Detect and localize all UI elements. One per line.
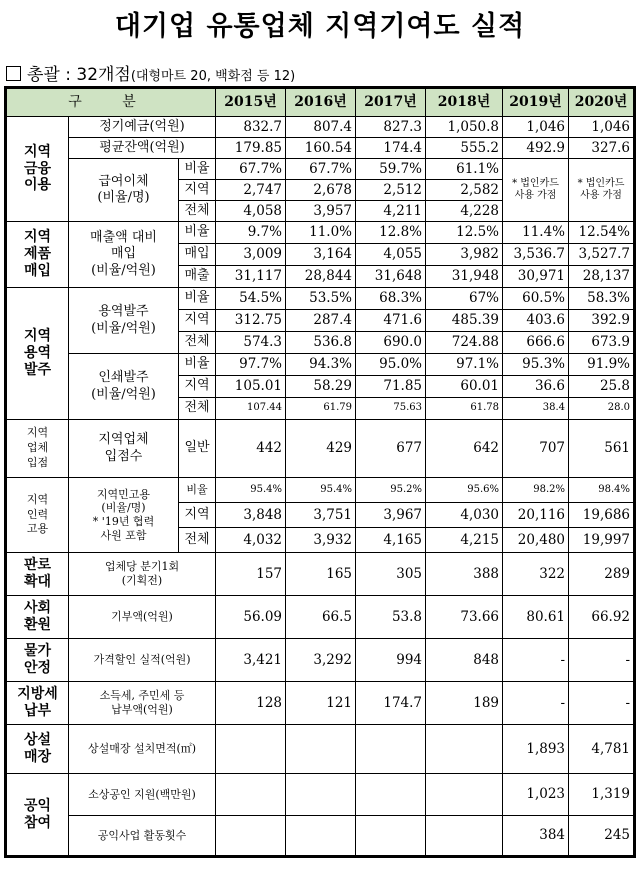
value-cell: 12.8% xyxy=(356,222,426,244)
value-cell: 642 xyxy=(426,420,503,478)
value-cell: 75.63 xyxy=(356,398,426,420)
value-cell: 95.6% xyxy=(426,478,503,503)
value-cell: 3,527.7 xyxy=(569,244,634,266)
value-cell: 4,030 xyxy=(426,503,503,528)
sub-label: 비율 xyxy=(179,222,216,244)
value-cell: 724.88 xyxy=(426,332,503,354)
checkbox-icon xyxy=(6,66,21,81)
value-cell: 68.3% xyxy=(356,288,426,310)
value-cell: 36.6 xyxy=(503,376,569,398)
value-cell: 59.7% xyxy=(356,159,426,180)
item-balance: 평균잔액(억원) xyxy=(69,138,216,159)
value-cell: 11.0% xyxy=(286,222,356,244)
table-row xyxy=(7,816,634,856)
category-services: 지역 용역 발주 xyxy=(7,288,69,420)
value-cell: 189 xyxy=(426,682,503,725)
value-cell: 28.0 xyxy=(569,398,634,420)
value-cell: 3,164 xyxy=(286,244,356,266)
value-cell: 561 xyxy=(569,420,634,478)
table-row xyxy=(7,639,634,682)
value-cell: 574.3 xyxy=(216,332,286,354)
value-cell: - xyxy=(569,682,634,725)
value-cell: 128 xyxy=(216,682,286,725)
category-sales: 판로 확대 xyxy=(7,553,69,596)
value-cell: 3,009 xyxy=(216,244,286,266)
header-year: 2019년 xyxy=(503,89,569,117)
value-cell: 2,678 xyxy=(286,180,356,201)
value-cell xyxy=(356,816,426,856)
value-cell: 61.78 xyxy=(426,398,503,420)
value-cell: 160.54 xyxy=(286,138,356,159)
value-cell: 73.66 xyxy=(426,596,503,639)
value-cell xyxy=(356,774,426,816)
value-cell: 97.7% xyxy=(216,354,286,376)
item-tenant-count: 지역업체 입점수 xyxy=(69,420,179,478)
sub-label: 전체 xyxy=(179,398,216,420)
value-cell: 31,948 xyxy=(426,266,503,288)
value-cell: 95.2% xyxy=(356,478,426,503)
sub-label: 비율 xyxy=(179,159,216,180)
value-cell: 12.54% xyxy=(569,222,634,244)
value-cell: 67.7% xyxy=(216,159,286,180)
value-cell: 3,848 xyxy=(216,503,286,528)
summary-line xyxy=(6,60,295,85)
sub-label: 전체 xyxy=(179,528,216,553)
value-cell: 9.7% xyxy=(216,222,286,244)
value-cell: 3,292 xyxy=(286,639,356,682)
value-cell: 4,055 xyxy=(356,244,426,266)
value-cell: 1,319 xyxy=(569,774,634,816)
value-cell: 3,982 xyxy=(426,244,503,266)
sub-label: 비율 xyxy=(179,354,216,376)
value-cell: 666.6 xyxy=(503,332,569,354)
value-cell: 1,046 xyxy=(503,117,569,138)
value-cell: 471.6 xyxy=(356,310,426,332)
value-cell: 2,747 xyxy=(216,180,286,201)
value-cell xyxy=(286,774,356,816)
value-cell: 157 xyxy=(216,553,286,596)
value-cell xyxy=(426,816,503,856)
category-tenant: 지역 업체 입점 xyxy=(7,420,69,478)
value-cell: 807.4 xyxy=(286,117,356,138)
value-cell: 67% xyxy=(426,288,503,310)
sub-label: 비율 xyxy=(179,478,216,503)
value-cell: 11.4% xyxy=(503,222,569,244)
summary-main: 총괄 : 32개점 xyxy=(27,65,131,85)
value-cell xyxy=(356,725,426,774)
item-donation: 기부액(억원) xyxy=(69,596,216,639)
value-cell: 485.39 xyxy=(426,310,503,332)
table-row xyxy=(7,774,634,816)
value-cell: 1,046 xyxy=(569,117,634,138)
value-cell xyxy=(216,774,286,816)
value-cell: 3,751 xyxy=(286,503,356,528)
value-cell: 3,932 xyxy=(286,528,356,553)
value-cell: 305 xyxy=(356,553,426,596)
header-row xyxy=(7,89,634,117)
value-cell: 25.8 xyxy=(569,376,634,398)
category-permanent: 상설 매장 xyxy=(7,725,69,774)
item-purchase: 매출액 대비 매입 (비율/억원) xyxy=(69,222,179,288)
value-cell: 4,058 xyxy=(216,201,286,222)
value-cell: 54.5% xyxy=(216,288,286,310)
value-cell: 121 xyxy=(286,682,356,725)
table-row xyxy=(7,159,634,180)
category-social: 사회 환원 xyxy=(7,596,69,639)
value-cell: 53.8 xyxy=(356,596,426,639)
header-gubun: 구 분 xyxy=(7,89,216,117)
header-year: 2020년 xyxy=(569,89,634,117)
value-cell: - xyxy=(503,682,569,725)
value-cell: 3,967 xyxy=(356,503,426,528)
item-deposit: 정기예금(억원) xyxy=(69,117,216,138)
value-cell: 287.4 xyxy=(286,310,356,332)
item-discount: 가격할인 실적(억원) xyxy=(69,639,216,682)
value-cell: 58.3% xyxy=(569,288,634,310)
sub-label: 전체 xyxy=(179,332,216,354)
table-row xyxy=(7,117,634,138)
value-cell: 66.5 xyxy=(286,596,356,639)
value-cell: 98.4% xyxy=(569,478,634,503)
value-cell: 2,582 xyxy=(426,180,503,201)
value-cell xyxy=(286,725,356,774)
value-cell: 492.9 xyxy=(503,138,569,159)
value-cell: 690.0 xyxy=(356,332,426,354)
value-cell: 429 xyxy=(286,420,356,478)
value-cell: 95.3% xyxy=(503,354,569,376)
value-cell: 555.2 xyxy=(426,138,503,159)
value-cell: 4,781 xyxy=(569,725,634,774)
table-row xyxy=(7,354,634,376)
item-public-activity: 공익사업 활동횟수 xyxy=(69,816,216,856)
header-year: 2015년 xyxy=(216,89,286,117)
item-payroll: 급여이체 (비율/명) xyxy=(69,159,179,222)
value-cell: 28,844 xyxy=(286,266,356,288)
value-cell: 56.09 xyxy=(216,596,286,639)
table-row xyxy=(7,553,634,596)
value-cell: 174.7 xyxy=(356,682,426,725)
sub-label: 비율 xyxy=(179,288,216,310)
value-cell: 179.85 xyxy=(216,138,286,159)
value-cell: 31,117 xyxy=(216,266,286,288)
value-cell: 60.5% xyxy=(503,288,569,310)
sub-label: 지역 xyxy=(179,310,216,332)
item-local-employment: 지역민고용 (비율/명) * '19년 협력 사원 포함 xyxy=(69,478,179,553)
value-cell: 61.1% xyxy=(426,159,503,180)
value-cell: 165 xyxy=(286,553,356,596)
value-cell: 536.8 xyxy=(286,332,356,354)
category-tax: 지방세 납부 xyxy=(7,682,69,725)
header-year: 2017년 xyxy=(356,89,426,117)
note-cell: * 법인카드 사용 가점 xyxy=(503,159,569,222)
value-cell: 994 xyxy=(356,639,426,682)
item-smallbiz-support: 소상공인 지원(백만원) xyxy=(69,774,216,816)
table-row xyxy=(7,420,634,478)
value-cell: 289 xyxy=(569,553,634,596)
value-cell: 327.6 xyxy=(569,138,634,159)
item-tax-paid: 소득세, 주민세 등 납부액(억원) xyxy=(69,682,216,725)
value-cell: 2,512 xyxy=(356,180,426,201)
value-cell: 20,480 xyxy=(503,528,569,553)
category-price: 물가 안정 xyxy=(7,639,69,682)
category-products: 지역 제품 매입 xyxy=(7,222,69,288)
value-cell: 384 xyxy=(503,816,569,856)
value-cell xyxy=(216,816,286,856)
table-row xyxy=(7,138,634,159)
table-row xyxy=(7,682,634,725)
value-cell: 60.01 xyxy=(426,376,503,398)
sub-label: 전체 xyxy=(179,201,216,222)
table-row xyxy=(7,222,634,244)
table-row xyxy=(7,596,634,639)
value-cell: 322 xyxy=(503,553,569,596)
value-cell: 388 xyxy=(426,553,503,596)
table-row xyxy=(7,288,634,310)
item-exhibition: 업체당 분기1회 (기획전) xyxy=(69,553,216,596)
value-cell: 12.5% xyxy=(426,222,503,244)
value-cell: 673.9 xyxy=(569,332,634,354)
sub-label: 매입 xyxy=(179,244,216,266)
value-cell: 38.4 xyxy=(503,398,569,420)
value-cell: 1,893 xyxy=(503,725,569,774)
value-cell: 19,686 xyxy=(569,503,634,528)
sub-label: 매출 xyxy=(179,266,216,288)
value-cell: 4,228 xyxy=(426,201,503,222)
performance-table xyxy=(6,88,634,856)
sub-label: 지역 xyxy=(179,376,216,398)
value-cell: 66.92 xyxy=(569,596,634,639)
value-cell: 1,023 xyxy=(503,774,569,816)
value-cell: 107.44 xyxy=(216,398,286,420)
header-year: 2018년 xyxy=(426,89,503,117)
item-print-order: 인쇄발주 (비율/억원) xyxy=(69,354,179,420)
value-cell: 827.3 xyxy=(356,117,426,138)
value-cell: 97.1% xyxy=(426,354,503,376)
value-cell: 30,971 xyxy=(503,266,569,288)
value-cell: 94.3% xyxy=(286,354,356,376)
value-cell: 28,137 xyxy=(569,266,634,288)
value-cell: 848 xyxy=(426,639,503,682)
note-cell: * 법인카드 사용 가점 xyxy=(569,159,634,222)
value-cell: 442 xyxy=(216,420,286,478)
value-cell: 105.01 xyxy=(216,376,286,398)
summary-sub: (대형마트 20, 백화점 등 12) xyxy=(130,69,296,84)
value-cell: 58.29 xyxy=(286,376,356,398)
value-cell: 71.85 xyxy=(356,376,426,398)
category-employment: 지역 인력 고용 xyxy=(7,478,69,553)
value-cell xyxy=(216,725,286,774)
item-store-area: 상설매장 설치면적(㎡) xyxy=(69,725,216,774)
value-cell: - xyxy=(569,639,634,682)
value-cell: 19,997 xyxy=(569,528,634,553)
value-cell: 31,648 xyxy=(356,266,426,288)
value-cell: 677 xyxy=(356,420,426,478)
value-cell: 3,536.7 xyxy=(503,244,569,266)
value-cell: 3,957 xyxy=(286,201,356,222)
value-cell: 245 xyxy=(569,816,634,856)
category-finance: 지역 금융 이용 xyxy=(7,117,69,222)
value-cell: - xyxy=(503,639,569,682)
value-cell: 3,421 xyxy=(216,639,286,682)
value-cell: 95.4% xyxy=(286,478,356,503)
value-cell: 312.75 xyxy=(216,310,286,332)
value-cell: 1,050.8 xyxy=(426,117,503,138)
header-year: 2016년 xyxy=(286,89,356,117)
value-cell: 392.9 xyxy=(569,310,634,332)
value-cell: 4,211 xyxy=(356,201,426,222)
value-cell: 174.4 xyxy=(356,138,426,159)
value-cell: 53.5% xyxy=(286,288,356,310)
value-cell: 91.9% xyxy=(569,354,634,376)
value-cell: 4,032 xyxy=(216,528,286,553)
value-cell: 403.6 xyxy=(503,310,569,332)
table-row xyxy=(7,725,634,774)
value-cell: 61.79 xyxy=(286,398,356,420)
value-cell: 4,165 xyxy=(356,528,426,553)
value-cell: 4,215 xyxy=(426,528,503,553)
value-cell: 67.7% xyxy=(286,159,356,180)
sub-label: 지역 xyxy=(179,503,216,528)
value-cell: 98.2% xyxy=(503,478,569,503)
value-cell xyxy=(426,725,503,774)
sub-label: 지역 xyxy=(179,180,216,201)
value-cell: 707 xyxy=(503,420,569,478)
value-cell xyxy=(426,774,503,816)
value-cell: 832.7 xyxy=(216,117,286,138)
sub-label: 일반 xyxy=(179,420,216,478)
value-cell: 95.4% xyxy=(216,478,286,503)
value-cell: 20,116 xyxy=(503,503,569,528)
value-cell: 80.61 xyxy=(503,596,569,639)
table-row xyxy=(7,478,634,503)
item-service-order: 용역발주 (비율/억원) xyxy=(69,288,179,354)
page-title: 대기업 유통업체 지역기여도 실적 xyxy=(114,11,526,42)
value-cell xyxy=(286,816,356,856)
category-public: 공익 참여 xyxy=(7,774,69,856)
value-cell: 95.0% xyxy=(356,354,426,376)
